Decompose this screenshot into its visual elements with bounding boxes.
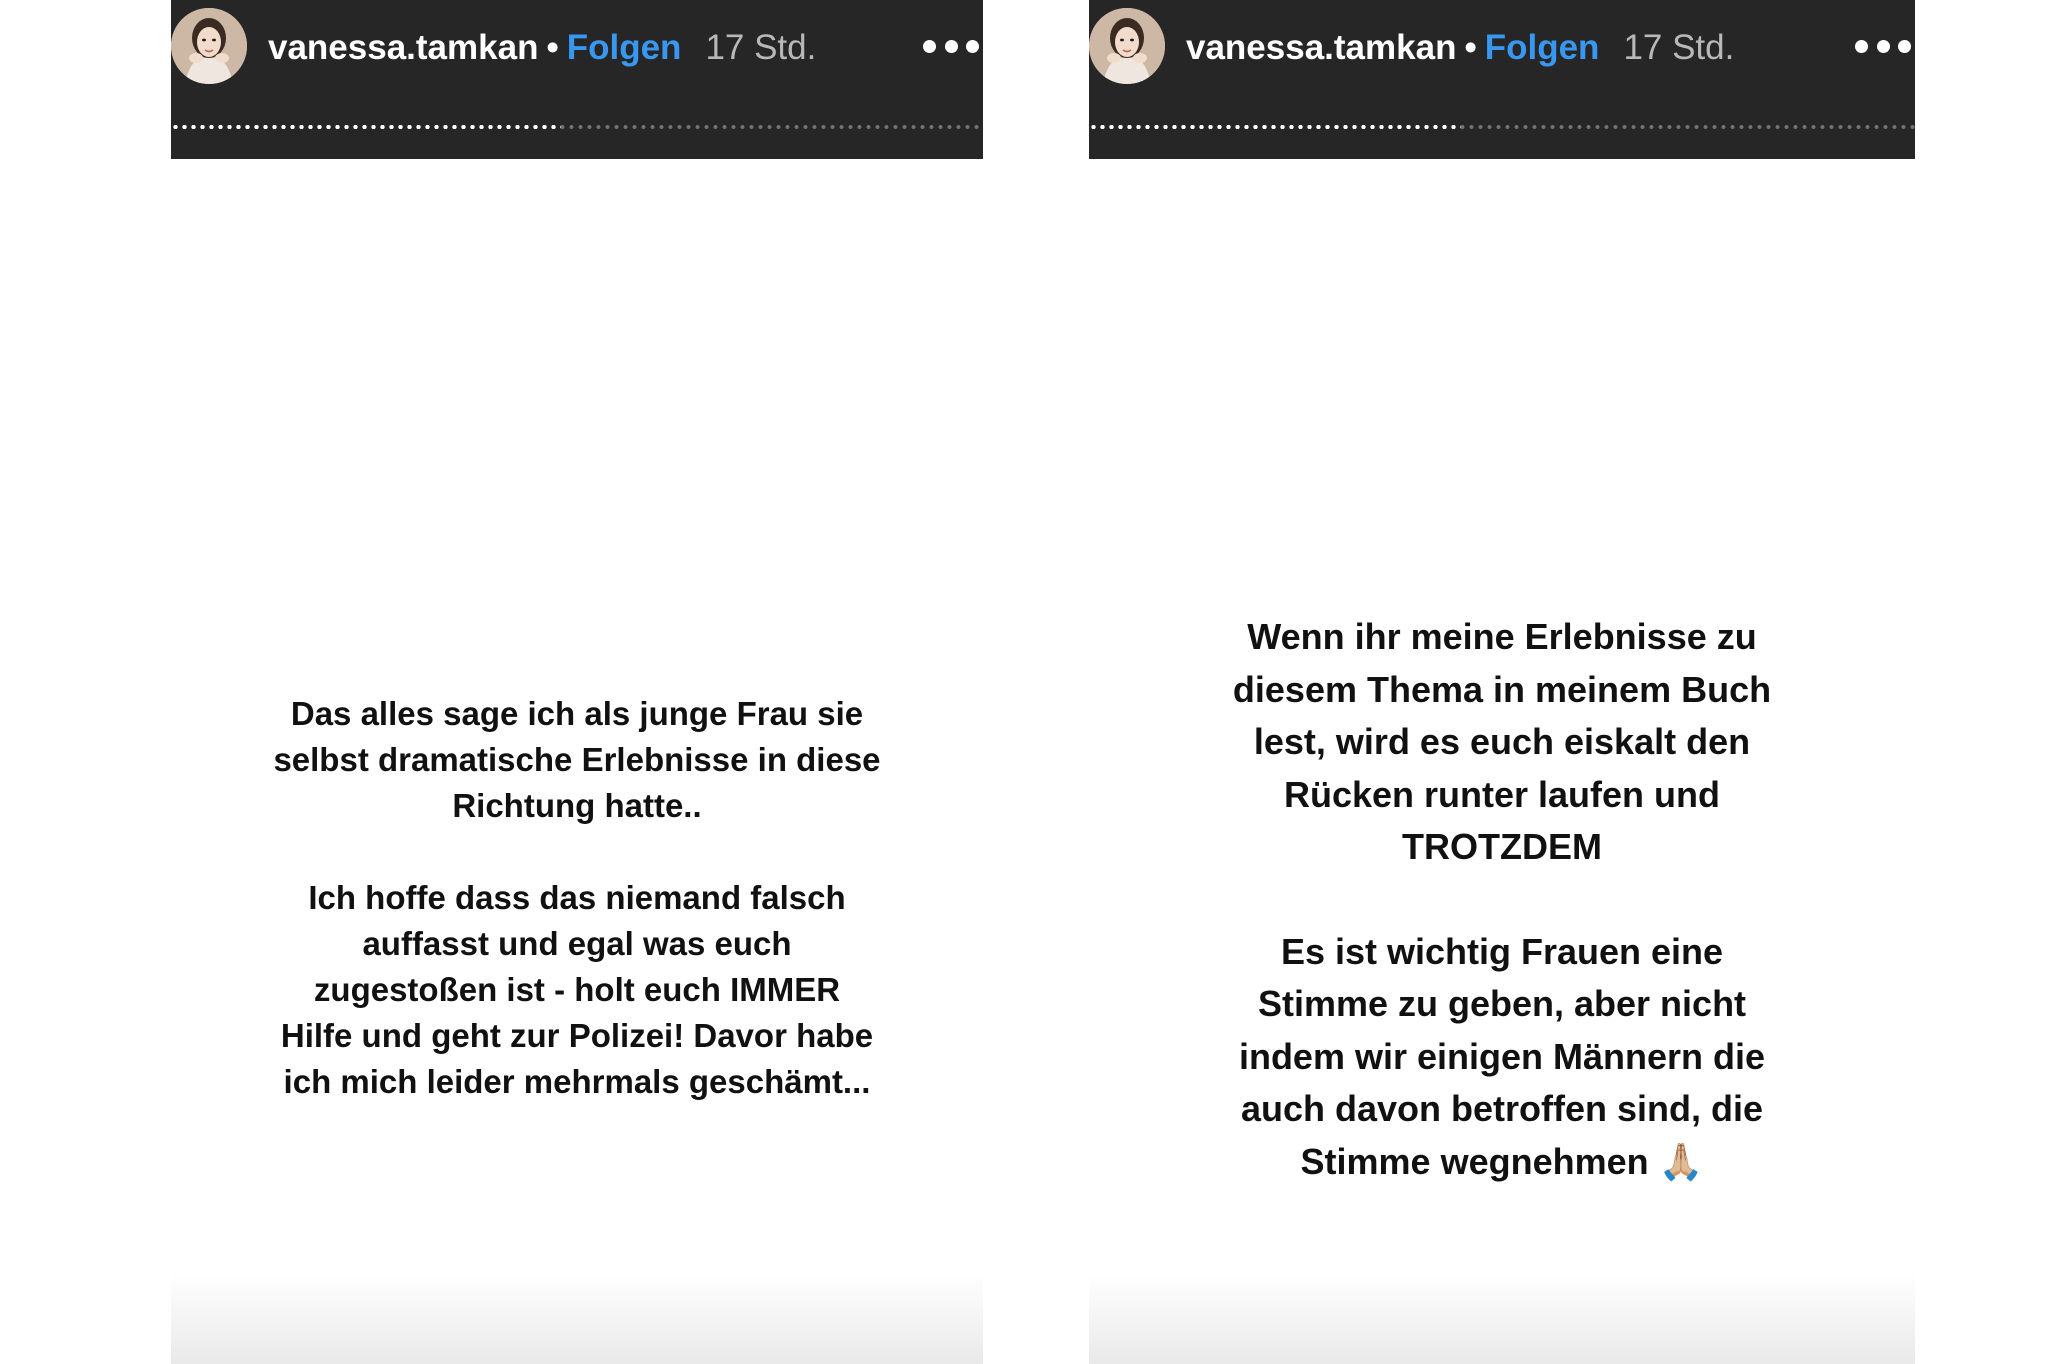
more-dot (966, 40, 979, 53)
story-paragraph (1089, 611, 1915, 874)
text-line: Richtung hatte.. (452, 787, 702, 824)
avatar[interactable] (171, 8, 247, 84)
text-line: auch davon betroffen sind, die (1240, 1088, 1764, 1129)
more-horizontal-icon[interactable] (1855, 24, 1911, 68)
text-line: lest, wird es euch eiskalt den (1253, 721, 1751, 762)
header-meta (268, 20, 816, 76)
story-panel-right (1089, 0, 1915, 1364)
username-link[interactable]: vanessa.tamkan (1186, 28, 1457, 67)
text-line: zugestoßen ist - holt euch IMMER (313, 971, 841, 1008)
progress-fill (171, 125, 561, 129)
text-line: selbst dramatische Erlebnisse in diese (273, 741, 881, 778)
follow-button[interactable]: Folgen (1484, 28, 1600, 67)
timestamp: 17 Std. (1623, 28, 1735, 67)
progress-fill (1089, 125, 1461, 129)
separator-dot: • (546, 28, 559, 67)
story-paragraph (1089, 926, 1915, 1189)
more-dot (1898, 40, 1911, 53)
text-line: Stimme zu geben, aber nicht (1257, 983, 1747, 1024)
story-footer-gradient (1089, 1274, 1915, 1364)
more-dot (923, 40, 936, 53)
text-line: Es ist wichtig Frauen eine (1280, 930, 1724, 972)
username-link[interactable]: vanessa.tamkan (268, 28, 539, 67)
story-paragraph (171, 691, 983, 829)
story-header (171, 0, 983, 159)
header-meta (1186, 20, 1734, 76)
text-line: ich mich leider mehrmals geschämt... (283, 1063, 871, 1100)
text-line: Hilfe und geht zur Polizei! Davor habe (280, 1017, 874, 1054)
text-line: Stimme wegnehmen 🙏🏼 (1300, 1140, 1704, 1182)
text-line: Wenn ihr meine Erlebnisse zu (1247, 616, 1757, 657)
story-progress-bar (1089, 125, 1915, 129)
story-text (171, 691, 983, 1105)
text-line: TROTZDEM (1402, 826, 1602, 867)
story-paragraph (171, 875, 983, 1105)
more-dot (1855, 40, 1868, 53)
story-panel-left (171, 0, 983, 1364)
text-line: Das alles sage ich als junge Frau sie (290, 695, 864, 732)
story-header (1089, 0, 1915, 159)
more-dot (945, 40, 958, 53)
avatar-portrait-icon (1089, 8, 1165, 84)
text-line: Ich hoffe dass das niemand falsch (308, 879, 846, 916)
story-footer-gradient (171, 1274, 983, 1364)
avatar-portrait-icon (171, 8, 247, 84)
follow-button[interactable]: Folgen (566, 28, 682, 67)
timestamp: 17 Std. (705, 28, 817, 67)
story-content[interactable] (1089, 159, 1915, 1364)
text-line: auffasst und egal was euch (362, 925, 792, 962)
more-dot (1877, 40, 1890, 53)
more-horizontal-icon[interactable] (923, 24, 979, 68)
text-line: indem wir einigen Männern die (1238, 1035, 1766, 1077)
story-progress-bar (171, 125, 983, 129)
story-content[interactable] (171, 159, 983, 1364)
text-line: diesem Thema in meinem Buch (1232, 668, 1772, 710)
avatar[interactable] (1089, 8, 1165, 84)
story-text (1089, 611, 1915, 1188)
separator-dot: • (1464, 28, 1477, 67)
text-line: Rücken runter laufen und (1283, 773, 1721, 815)
